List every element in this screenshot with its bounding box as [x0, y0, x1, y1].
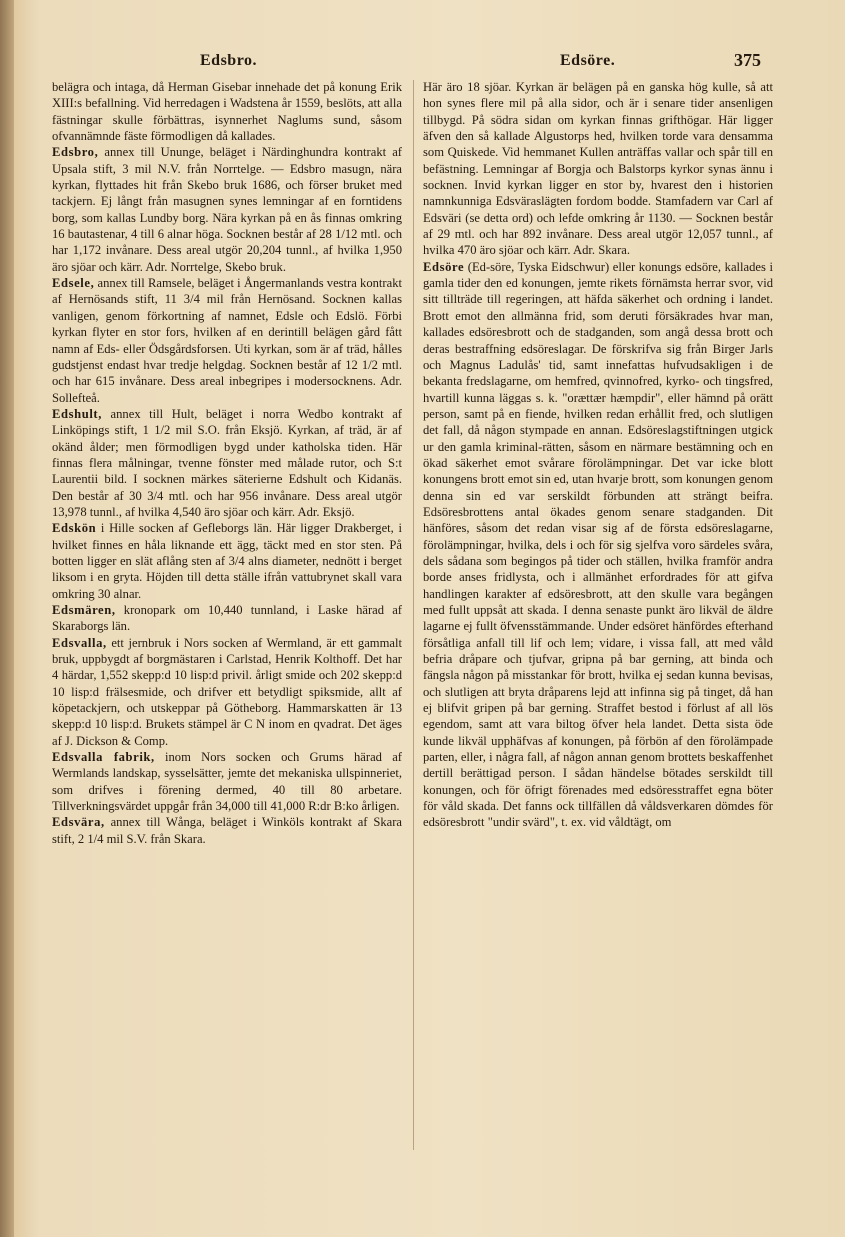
- entry-headword: Edsvalla,: [52, 635, 107, 650]
- entry-edsvara-continuation: [423, 79, 773, 259]
- entry-headword: Edskön: [52, 521, 97, 536]
- entry-edsvalla: [52, 635, 402, 749]
- right-column: [423, 79, 773, 1229]
- entry-text: annex till Wånga, beläget i Winköls kontrakt af Skara stift, 2 1/4 mil S.V. från Skara.: [52, 815, 402, 846]
- entry-text: belägra och intaga, då Herman Gisebar innehade det på konung Erik XIII:s befallning. Vid herredagen i Wadstena år 1559, beslöts, att alla fästningar skulle förbättras, isynnerhet Naglums sund, såsom ofvannämnde fäste förmodligen då kallades.: [52, 80, 402, 144]
- entry-edsvalla-fabrik: [52, 749, 402, 814]
- entry-headword: Edsvalla fabrik,: [52, 750, 155, 765]
- entry-text: ett jernbruk i Nors socken af Wermland, är ett gammalt bruk, uppbygdt af borgmästaren i Carlstad, Henrik Kolthoff. Det har 4 härdar, 1,552 skepp:d 10 lisp:d privil. årligt smide och 202 skepp:d 10 lisp:d frälsesmide, och drifver ett betydligt spiksmide, allt af köpetackjern, och utskeppar på Götheborg. Hammarskatten är 13 skepp:d 10 lisp:d. Brukets stämpel är C N inom en qvadrat. Det äges af J. Dickson & Comp.: [52, 635, 402, 748]
- entry-headword: Edsbro,: [52, 145, 99, 160]
- entry-text: annex till Hult, beläget i norra Wedbo kontrakt af Linköpings stift, 1 1/2 mil S.O. från Eksjö. Kyrkan, af träd, är af okänd ålder; men förmodligen bygd under katholska tiden. Här finnas flera målningar, tvenne fönster med målade rutor, och S:t Laurentii bild. I socknen märkes säterierne Edshult och Kidanäs. Den består af 30 3/4 mtl. och har 956 invånare. Dess areal utgör 13,978 tunnl., af hvilka 4,540 äro sjöar och kärr. Adr. Eksjö.: [52, 406, 402, 519]
- header-left-title: Edsbro.: [200, 52, 258, 69]
- column-divider: [413, 80, 414, 1150]
- entry-text: inom Nors socken och Grums härad af Wermlands landskap, sysselsätter, jemte det mekaniska ullspinneriet, som drifves i förening dermed, 40 till 80 arbetare. Tillverkningsvärdet uppgår från 34,000 till 41,000 R:dr B:ko årligen.: [52, 750, 402, 814]
- entry-edskon: [52, 520, 402, 602]
- entry-headword: Edsvära,: [52, 815, 105, 830]
- entry-text: annex till Ramsele, beläget i Ångermanlands vestra kontrakt af Hernösands stift, 11 3/4 mil från Hernösand. Socknen kallas vanligen, genom förkortning af namnet, Edsle och Edslö. Förbi kyrkan flyter en stor fors, hvilken af en derintill belägen gård fått namn af Eds- eller Ödsgårdsforsen. Uti kyrkan, som är af träd, hålles gudstjenst endast hvar tredje helgdag. Socknen består af 12 1/2 mtl. och har 615 invånare. Dess areal inbegripes i modersocknens. Adr. Sollefteå.: [52, 276, 402, 405]
- header-right-title: Edsöre.: [560, 52, 616, 69]
- running-header: [40, 50, 820, 74]
- entry-headword: Edsmären,: [52, 603, 116, 617]
- page-number: 375: [734, 50, 761, 70]
- entry-continuation: [52, 79, 402, 144]
- entry-text: (Ed-söre, Tyska Eidschwur) eller konungs edsöre, kallades i gamla tider den ed konungen, jemte rikets förnämsta herrar svor, vid sitt tillträde till regeringen, att häfda säkerhet och ordning i landet. Brott emot den allmänna frid, som deruti försäkrades hvar man, kallades edsöresbrott och de stadganden, som angå dessa brott och deras bestraffning edsöreslagar. De förskrifva sig från Birger Jarls och Magnus Ladulås' tid, samt innefattas hufvudsakligen i de bekanta fredslagarne, om hemfred, qvinnofred, kyrko- och tingsfred, hvartill kunna läggas s. k. "orættær hæmpdir", eller hämnd på orätt person, samt på en fiende, hvilken redan erhållit fred, och slutligen det fall, då någon stympade en annan. Edsöreslagstiftningen utgick ur den gamla kriminal-rätten, såsom en närmare bestämning och en ökad säkerhet emot svårare förolämpningar. Det var icke blott konungens brott emot sin ed, utan hvarje brott, som konungen genom denna sin ed var serskildt förbunden att strängt beifra. Edsöresbrottens antal ökades genom senare stadganden. Dit hänföres, såsom det redan visar sig af de första edsöreslagarne, förolämpningar, hvilka, dels i och för sig sjelfva voro särdeles svåra, dels sådana som begingos på tider och ställen, hvilka framför andra borde anses fridlysta, och i allmänhet erfordrades för att gifva handlingen karakter af edsöresbrott, att den skulle vara begången med fullt uppsåt att skada. I denna senaste punkt äro likväl de äldre lagarne ej fullt öfvensstämmande. Under edsöret hänfördes efterhand försåtliga anfall till lif och lem; vidare, i vissa fall, att med våld befria dråpare och tjufvar, gripna på bar gerning, att binda och fängsla någon på misstankar för brott, hvilka ej sedan kunna bevisas, och slutligen att bryta dråparens lejd att infinna sig på tinget, då han ej blifvit gripen på bar gerning. Straffet bestod i förlust af all lös egendom, samt att vara biltog öfver hela landet. Detta sista öde kunde likväl upphäfvas af konungen, på förbön af den förolämpade parten, eller, i några fall, af någon annan genom brottets beskaffenhet dertill berättigad person. I sådan händelse bötades serskildt till konungen, och för öfrigt förenades med edsöresstraffet egna böter för våld skada. Det fanns ock tillfällen då våldsverkaren dömdes för edsöresbrott "undir svärd", t. ex. vid våldtägt, om: [423, 259, 773, 830]
- entry-edshult: [52, 406, 402, 520]
- left-column: [52, 79, 402, 1229]
- entry-headword: Edsöre: [423, 259, 465, 274]
- entry-text: i Hille socken af Gefleborgs län. Här ligger Drakberget, i hvilket finnes en håla liknande ett ägg, täckt med en stor sten. På botten ligger en slät aflång sten af 3/4 alns diameter, nednött i berget liksom i en gryta. Höjden till detta ställe ifrån vattubrynet skall vara omkring 30 alnar.: [52, 521, 402, 601]
- entry-headword: Edshult,: [52, 406, 102, 421]
- entry-text: Här äro 18 sjöar. Kyrkan är belägen på en ganska hög kulle, så att hon synes flere mil på alla sidor, och är i senare tider ansenligen tillbygd. På södra sidan om kyrkan finnas grifthögar. Här ligger äfven den så kallade Algustorps hed, hvilken torde vara densamma som Quiskede. Vid hemmanet Kullen anträffas vallar och spår till en befästning. Lemningar af Borgja och Balstorps kyrkor synas ännu i socknen. Invid kyrkan ligger en stor by, hvarest den i historien namnkunniga Edsväraslägten fordom bodde. Stamfadern var Carl af Edsväri (se detta ord) och lefde omkring år 1130. — Socknen består af 29 mtl. och har 892 invånare. Dess areal utgör 12,057 tunnl., af hvilka 470 äro sjöar och kärr. Adr. Skara.: [423, 80, 773, 258]
- entry-edsore: [423, 259, 773, 831]
- entry-edsmaren: [52, 602, 402, 635]
- entry-edsbro: [52, 144, 402, 275]
- entry-text: annex till Ununge, beläget i Närdinghundra kontrakt af Upsala stift, 3 mil N.V. från Norrtelge. — Edsbro masugn, nära kyrkan, flyttades hit från Skebo bruk 1686, och förser bruket med tackjern. Ej långt från masugnen synes lemningar af en forntidens borg, som kallas Lundby borg. Nära kyrkan på en ås finnas omkring 16 bautastenar, 4 till 6 alnar höga. Socknen består af 28 1/12 mtl. och har 1,172 invånare. Dess areal utgör 20,204 tunnl., af hvilka 1,950 äro sjöar och kärr. Adr. Norrtelge, Skebo bruk.: [52, 145, 402, 274]
- entry-headword: Edsele,: [52, 276, 95, 291]
- entry-edsele: [52, 275, 402, 406]
- book-gutter: [0, 0, 14, 1237]
- entry-edsvara: [52, 814, 402, 847]
- entry-text: kronopark om 10,440 tunnland, i Laske härad af Skaraborgs län.: [52, 603, 402, 634]
